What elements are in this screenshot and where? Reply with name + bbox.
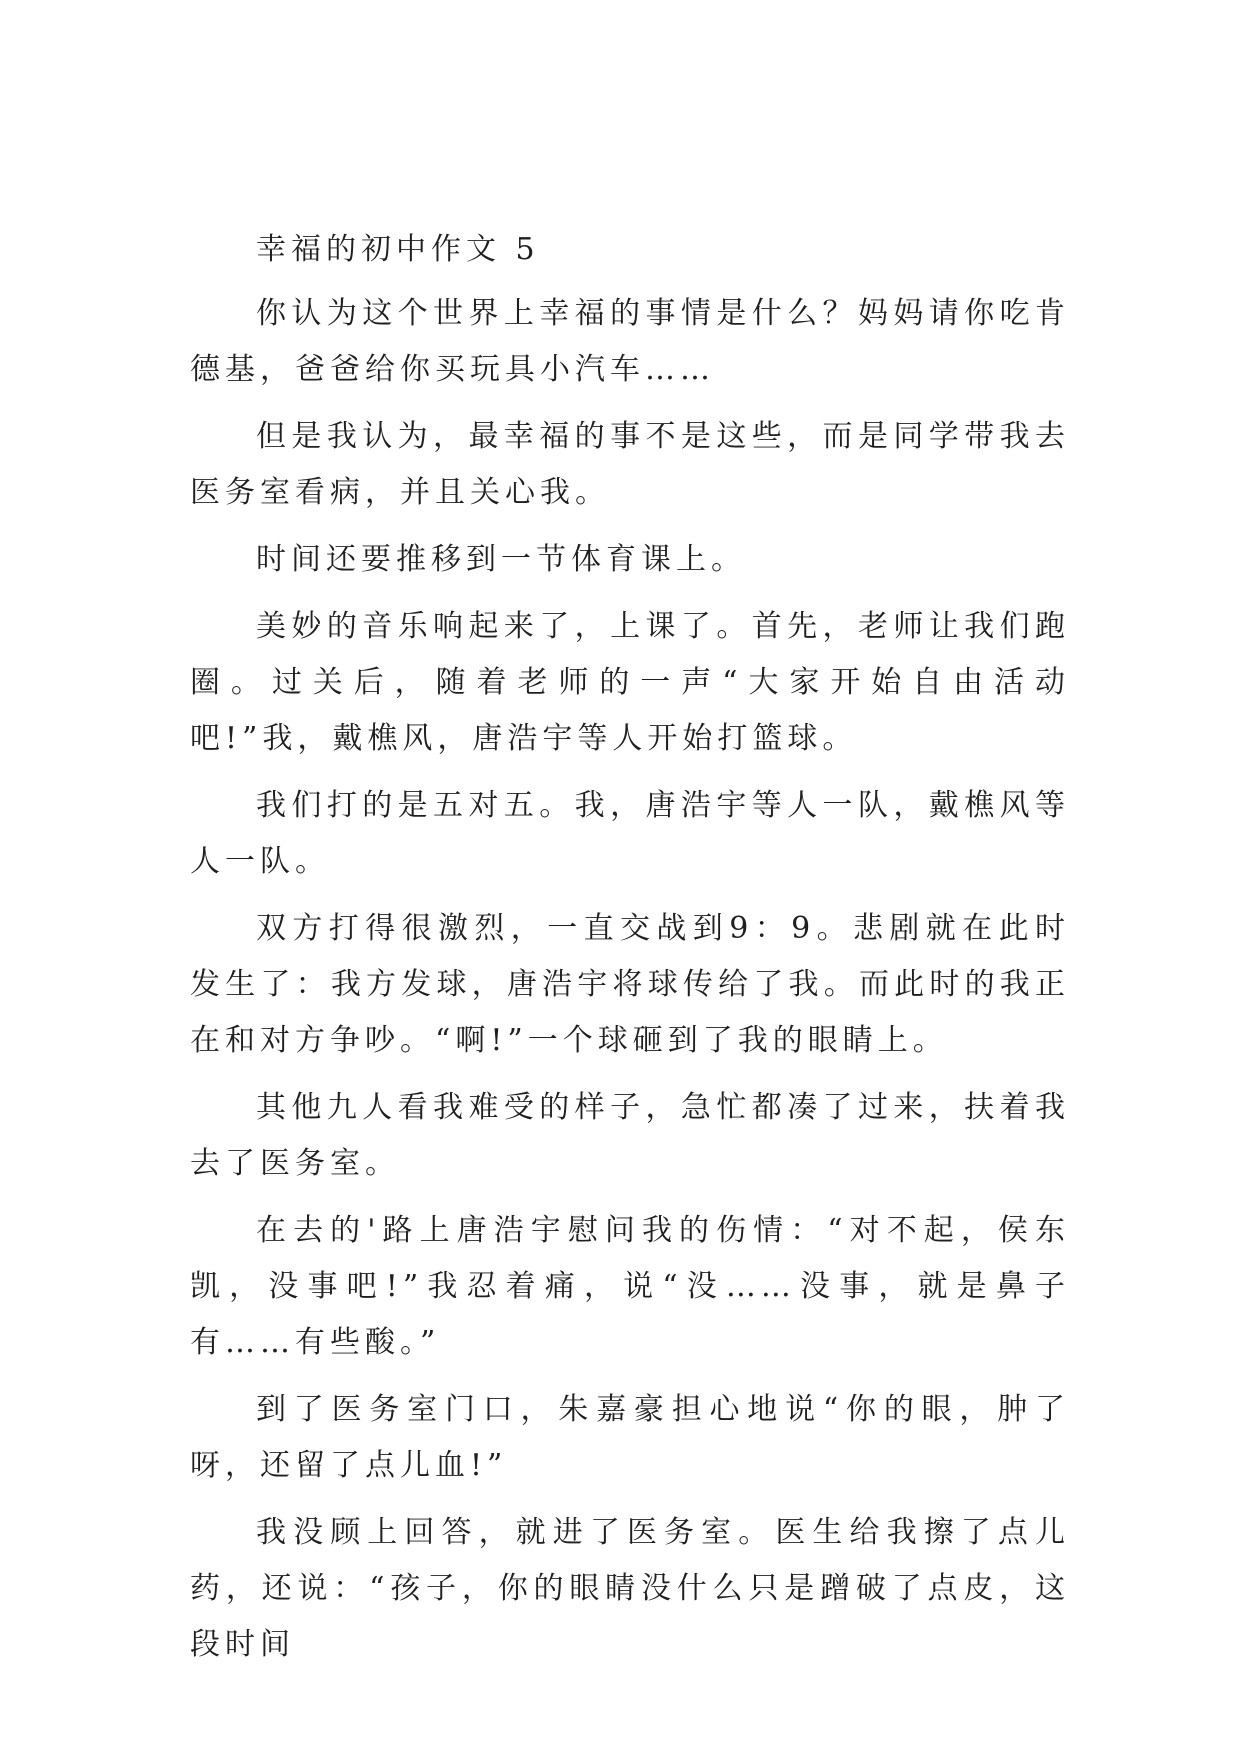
paragraph: 时间还要推移到一节体育课上。 (256, 542, 746, 577)
paragraph: 美妙的音乐响起来了，上课了。首先，老师让我们跑圈。过关后，随着老师的一声“大家开始自由活动吧!”我，戴樵风，唐浩宇等人开始打篮球。 (190, 609, 1070, 756)
document-body (190, 222, 1070, 1684)
paragraph: 但是我认为，最幸福的事不是这些，而是同学带我去医务室看病，并且关心我。 (190, 419, 1070, 510)
paragraph: 在去的'路上唐浩宇慰问我的伤情：“对不起，侯东凯，没事吧!”我忍着痛，说“没……没事，就是鼻子有……有些酸。” (190, 1213, 1070, 1360)
document-title: 幸福的初中作文 5 (256, 232, 540, 267)
paragraph: 到了医务室门口，朱嘉豪担心地说“你的眼，肿了呀，还留了点儿血!” (190, 1392, 1070, 1483)
paragraph: 我们打的是五对五。我，唐浩宇等人一队，戴樵风等人一队。 (190, 788, 1070, 879)
paragraph: 双方打得很激烈，一直交战到9：9。悲剧就在此时发生了：我方发球，唐浩宇将球传给了我。而此时的我正在和对方争吵。“啊!”一个球砸到了我的眼睛上。 (190, 911, 1070, 1058)
paragraph: 其他九人看我难受的样子，急忙都凑了过来，扶着我去了医务室。 (190, 1090, 1070, 1181)
paragraph: 我没顾上回答，就进了医务室。医生给我擦了点儿药，还说：“孩子，你的眼睛没什么只是蹭破了点皮，这段时间 (190, 1515, 1070, 1662)
paragraph: 你认为这个世界上幸福的事情是什么？妈妈请你吃肯德基，爸爸给你买玩具小汽车…… (190, 296, 1070, 387)
